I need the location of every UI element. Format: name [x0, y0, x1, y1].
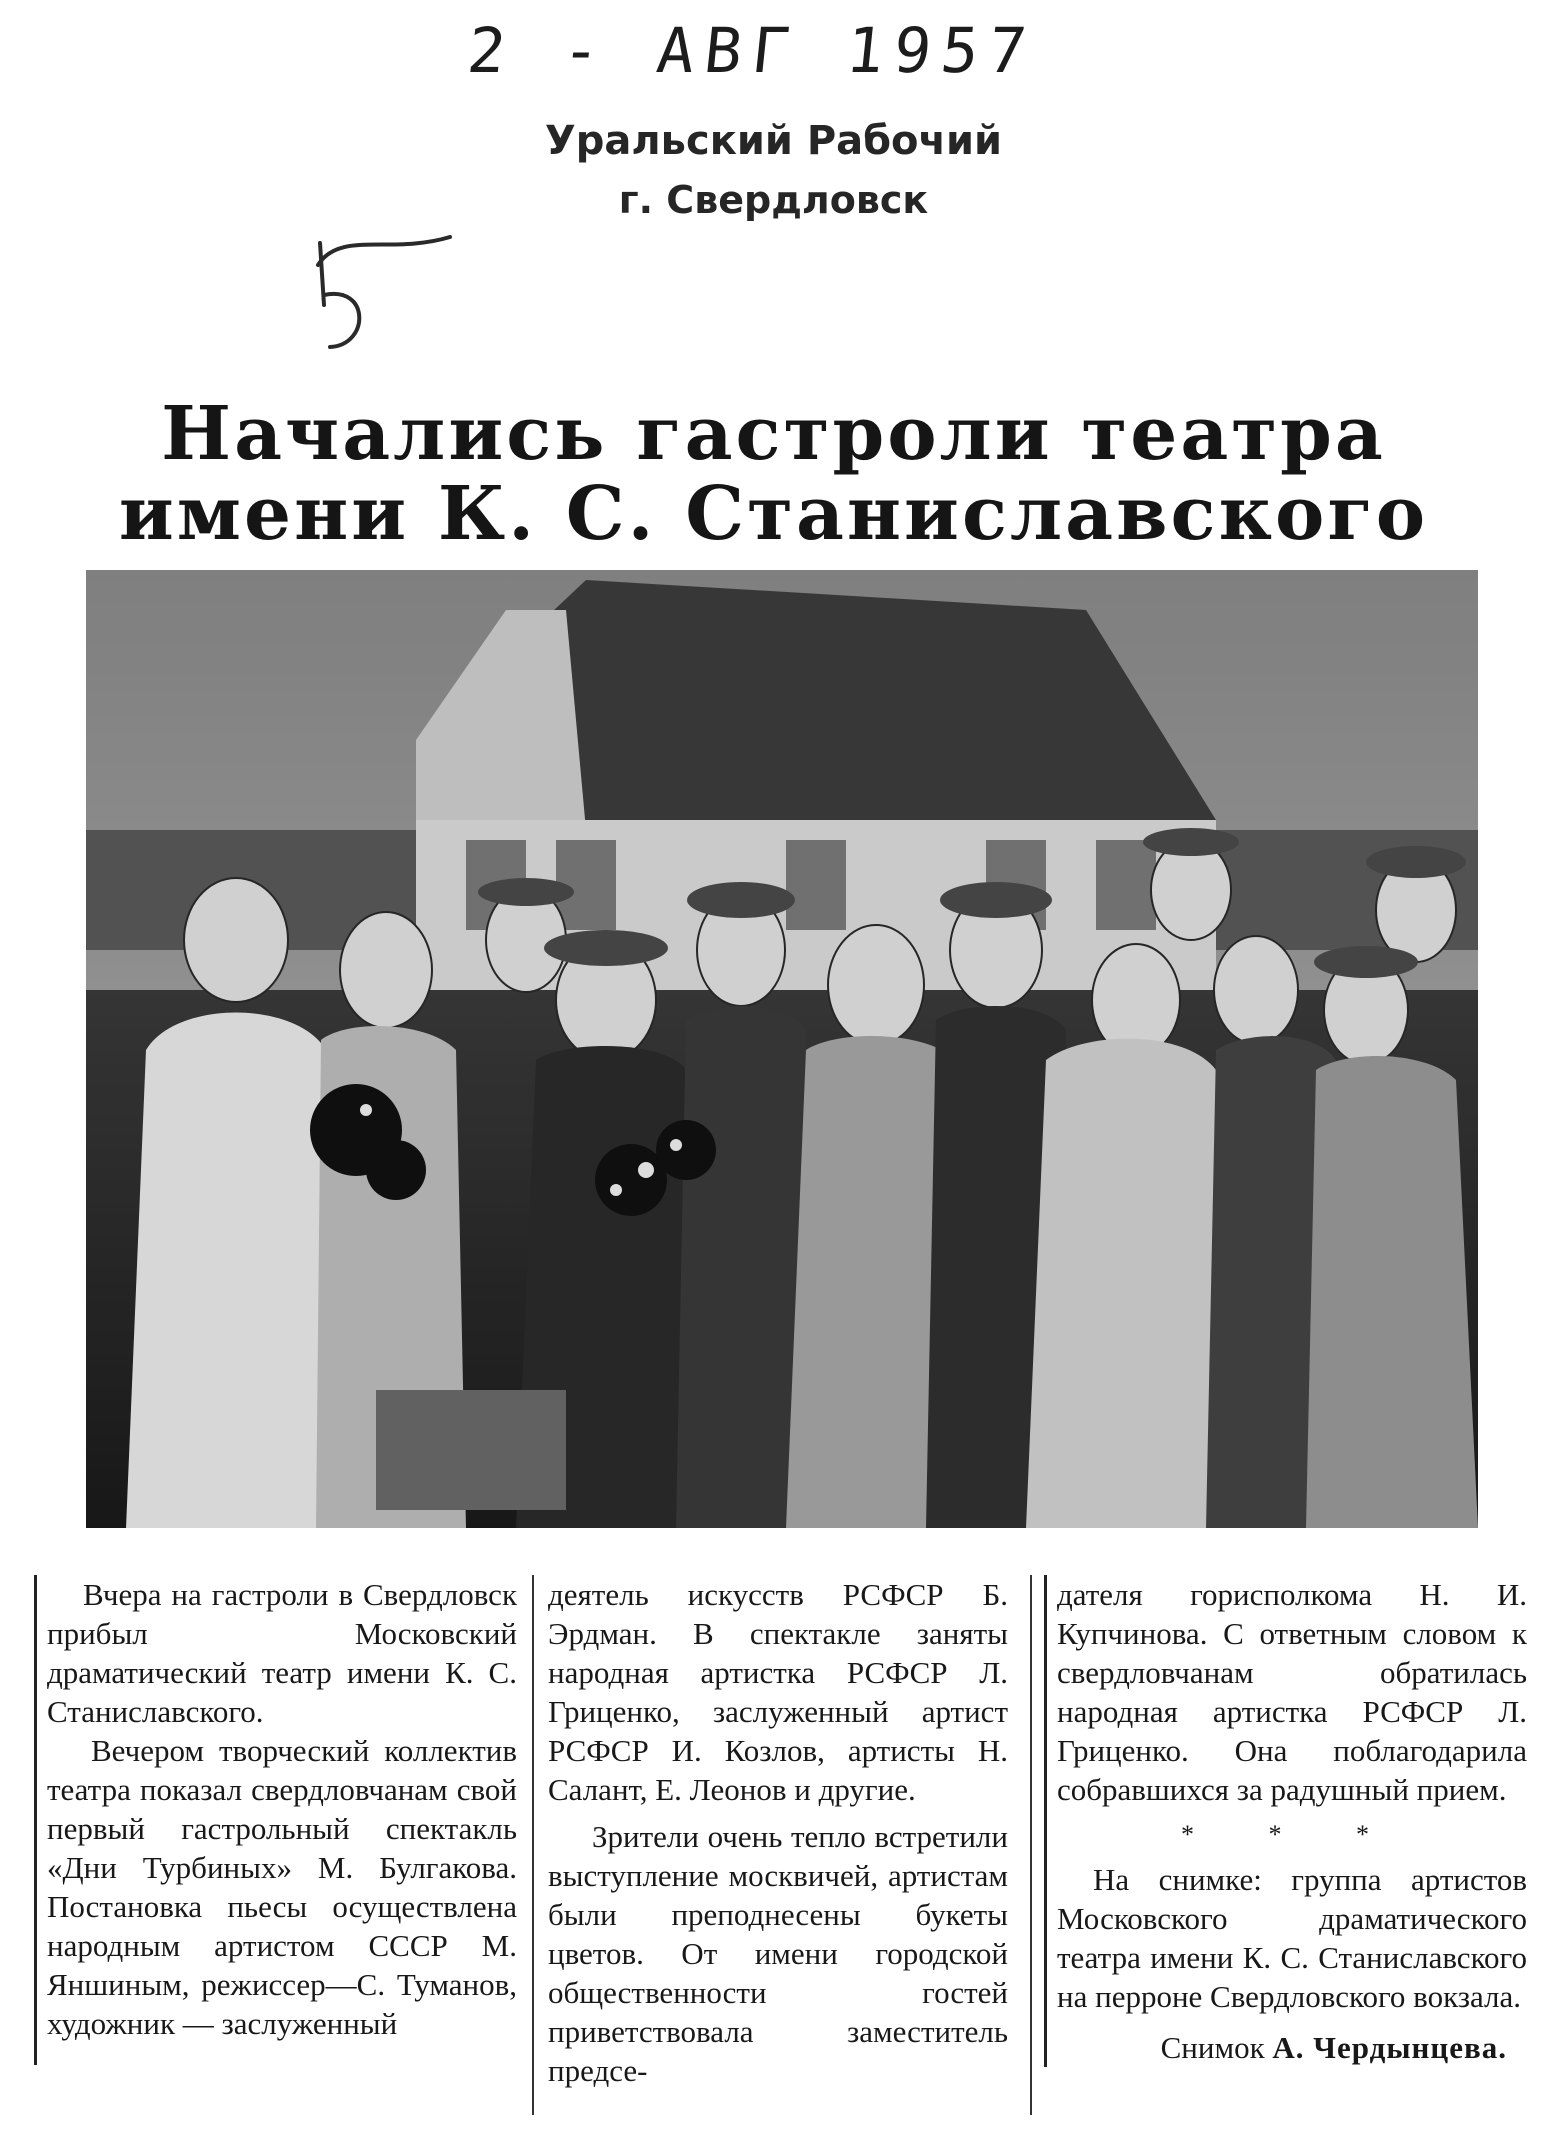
column-divider-2 [1030, 1575, 1032, 2115]
photo-credit-author: А. Чердынцева. [1272, 2030, 1507, 2065]
photo-caption-block [1057, 1860, 1527, 2016]
article-paragraph-5: дателя горисполкома Н. И. Купчинова. С ответным словом к свердловчанам обратилась народная артистка РСФСР Л. Гриценко. Она поблагодарила собравшихся за радушный прием. [1057, 1577, 1527, 1807]
article-column-1 [34, 1575, 517, 2065]
photo-credit-prefix: Снимок [1160, 2030, 1265, 2065]
newspaper-city: г. Свердловск [618, 178, 929, 222]
article-paragraph-4: Зрители очень тепло встретили выступление москвичей, артистам были преподнесены букеты цветов. От имени городской общественности гостей приветствовала заместитель предсе- [548, 1819, 1008, 2088]
photo-credit [1057, 2028, 1527, 2067]
section-separator: * * * [1181, 1820, 1403, 1849]
article-paragraph-2: Вечером творческий коллектив театра показал свердловчанам свой первый гастрольный спектакль «Дни Турбиных» М. Булгакова. Постановка пьесы осуществлена народным артистом СССР М. Яншиным, режиссер—С. Туманов, художник — заслуженный [47, 1733, 517, 2041]
column-divider-1 [532, 1575, 534, 2115]
article-paragraph-1: Вчера на гастроли в Свердловск прибыл Московский драматический театр имени К. С. Станиславского. [47, 1577, 517, 1729]
group-photo-illustration [86, 570, 1478, 1528]
article-column-3 [1044, 1575, 1527, 2067]
stamp-date: 2 - АВГ 1957 [464, 14, 1040, 87]
article-column-2 [548, 1575, 1008, 2090]
newspaper-name: Уральский Рабочий [544, 118, 1003, 164]
article-paragraph-3: деятель искусств РСФСР Б. Эрдман. В спектакле заняты народная артистка РСФСР Л. Гриценко, заслуженный артист РСФСР И. Козлов, артисты Н. Салант, Е. Леонов и другие. [548, 1577, 1008, 1807]
group-photo [86, 570, 1478, 1528]
photo-caption: На снимке: группа артистов Московского драматического театра имени К. С. Станиславского на перроне Свердловского вокзала. [1057, 1862, 1527, 2014]
headline-line-2: имени К. С. Станиславского [118, 471, 1429, 557]
pencil-mark [300, 235, 460, 355]
headline-line-1: Начались гастроли театра [161, 391, 1386, 477]
